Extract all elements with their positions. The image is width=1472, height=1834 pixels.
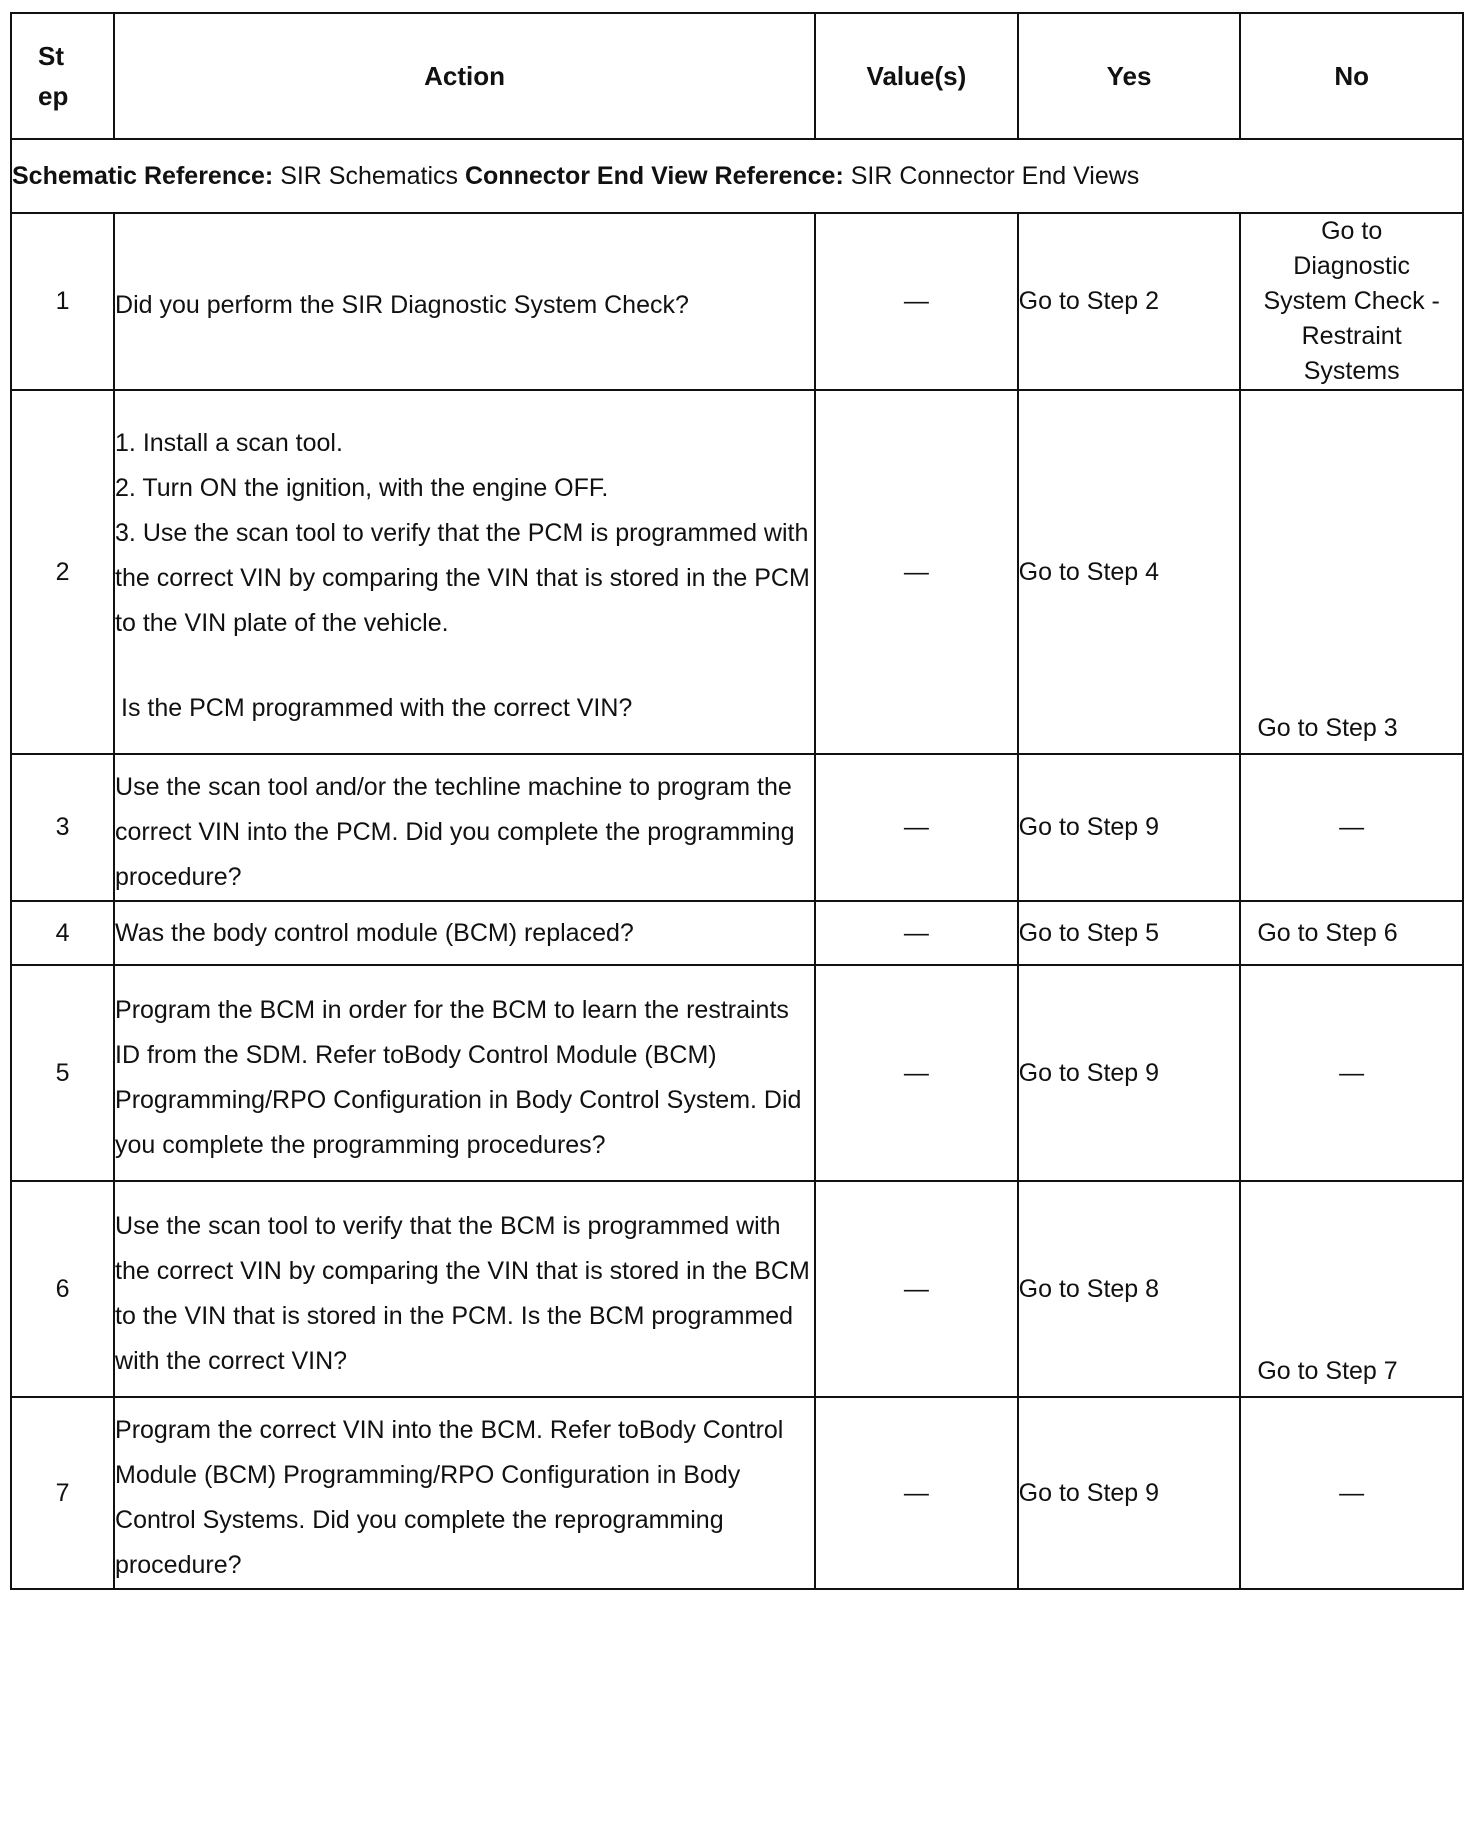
yes-cell: Go to Step 2 xyxy=(1018,213,1241,390)
step-number: 3 xyxy=(11,754,114,901)
table-row xyxy=(11,901,1463,965)
schematic-reference-value: SIR Schematics xyxy=(280,161,459,190)
header-no: No xyxy=(1240,13,1463,139)
list-item: 1. Install a scan tool. xyxy=(115,429,343,457)
step-number: 2 xyxy=(11,390,114,754)
value-cell: — xyxy=(815,390,1018,754)
no-cell: Go to Step 3 xyxy=(1240,390,1463,754)
yes-cell: Go to Step 9 xyxy=(1018,754,1241,901)
table-row xyxy=(11,754,1463,901)
value-cell: — xyxy=(815,754,1018,901)
yes-cell: Go to Step 9 xyxy=(1018,1397,1241,1589)
table-row xyxy=(11,1397,1463,1589)
table-row xyxy=(11,965,1463,1181)
value-cell: — xyxy=(815,901,1018,965)
no-cell: Go to Diagnostic System Check - Restraint Systems xyxy=(1240,213,1463,390)
header-step: St ep xyxy=(11,13,114,139)
yes-cell: Go to Step 5 xyxy=(1018,901,1241,965)
no-cell: Go to Step 6 xyxy=(1240,901,1463,965)
action-text: Was the body control module (BCM) replaced? xyxy=(114,901,815,965)
step-number: 4 xyxy=(11,901,114,965)
header-action: Action xyxy=(114,13,815,139)
list-item: 3. Use the scan tool to verify that the PCM is programmed with the correct VIN by comparing the VIN that is stored in the PCM to the VIN plate of the vehicle. xyxy=(115,519,810,637)
step-number: 1 xyxy=(11,213,114,390)
table-row xyxy=(11,1181,1463,1397)
connector-reference-value: SIR Connector End Views xyxy=(850,161,1140,190)
no-cell: Go to Step 7 xyxy=(1240,1181,1463,1397)
question-text: Is the PCM programmed with the correct VIN? xyxy=(121,694,633,722)
table-row xyxy=(11,213,1463,390)
header-yes: Yes xyxy=(1018,13,1241,139)
no-cell: — xyxy=(1240,965,1463,1181)
yes-cell: Go to Step 4 xyxy=(1018,390,1241,754)
step-number: 7 xyxy=(11,1397,114,1589)
action-text: Did you perform the SIR Diagnostic System Check? xyxy=(114,213,815,390)
step-number: 6 xyxy=(11,1181,114,1397)
value-cell: — xyxy=(815,1181,1018,1397)
diagnostic-table xyxy=(10,12,1464,1590)
connector-reference-label: Connector End View Reference: xyxy=(464,161,844,190)
step-number: 5 xyxy=(11,965,114,1181)
value-cell: — xyxy=(815,1397,1018,1589)
reference-cell xyxy=(11,139,1463,213)
yes-cell: Go to Step 9 xyxy=(1018,965,1241,1181)
yes-cell: Go to Step 8 xyxy=(1018,1181,1241,1397)
value-cell: — xyxy=(815,213,1018,390)
action-text: Use the scan tool to verify that the BCM is programmed with the correct VIN by comparing the VIN that is stored in the BCM to the VIN that is stored in the PCM. Is the BCM programmed with the correct VIN? xyxy=(114,1181,815,1397)
table-row xyxy=(11,390,1463,754)
no-cell: — xyxy=(1240,1397,1463,1589)
action-cell xyxy=(114,390,815,754)
reference-row xyxy=(11,139,1463,213)
action-text: Program the BCM in order for the BCM to learn the restraints ID from the SDM. Refer toBody Control Module (BCM) Programming/RPO Configuration in Body Control System. Did you complete the programming procedures? xyxy=(114,965,815,1181)
action-text: Use the scan tool and/or the techline machine to program the correct VIN into the PCM. Did you complete the programming procedure? xyxy=(114,754,815,901)
header-values: Value(s) xyxy=(815,13,1018,139)
action-text: Program the correct VIN into the BCM. Refer toBody Control Module (BCM) Programming/RPO Configuration in Body Control Systems. Did you complete the reprogramming procedure? xyxy=(114,1397,815,1589)
header-row xyxy=(11,13,1463,139)
no-cell: — xyxy=(1240,754,1463,901)
list-item: 2. Turn ON the ignition, with the engine OFF. xyxy=(115,474,609,502)
schematic-reference-label: Schematic Reference: xyxy=(12,161,274,190)
value-cell: — xyxy=(815,965,1018,1181)
